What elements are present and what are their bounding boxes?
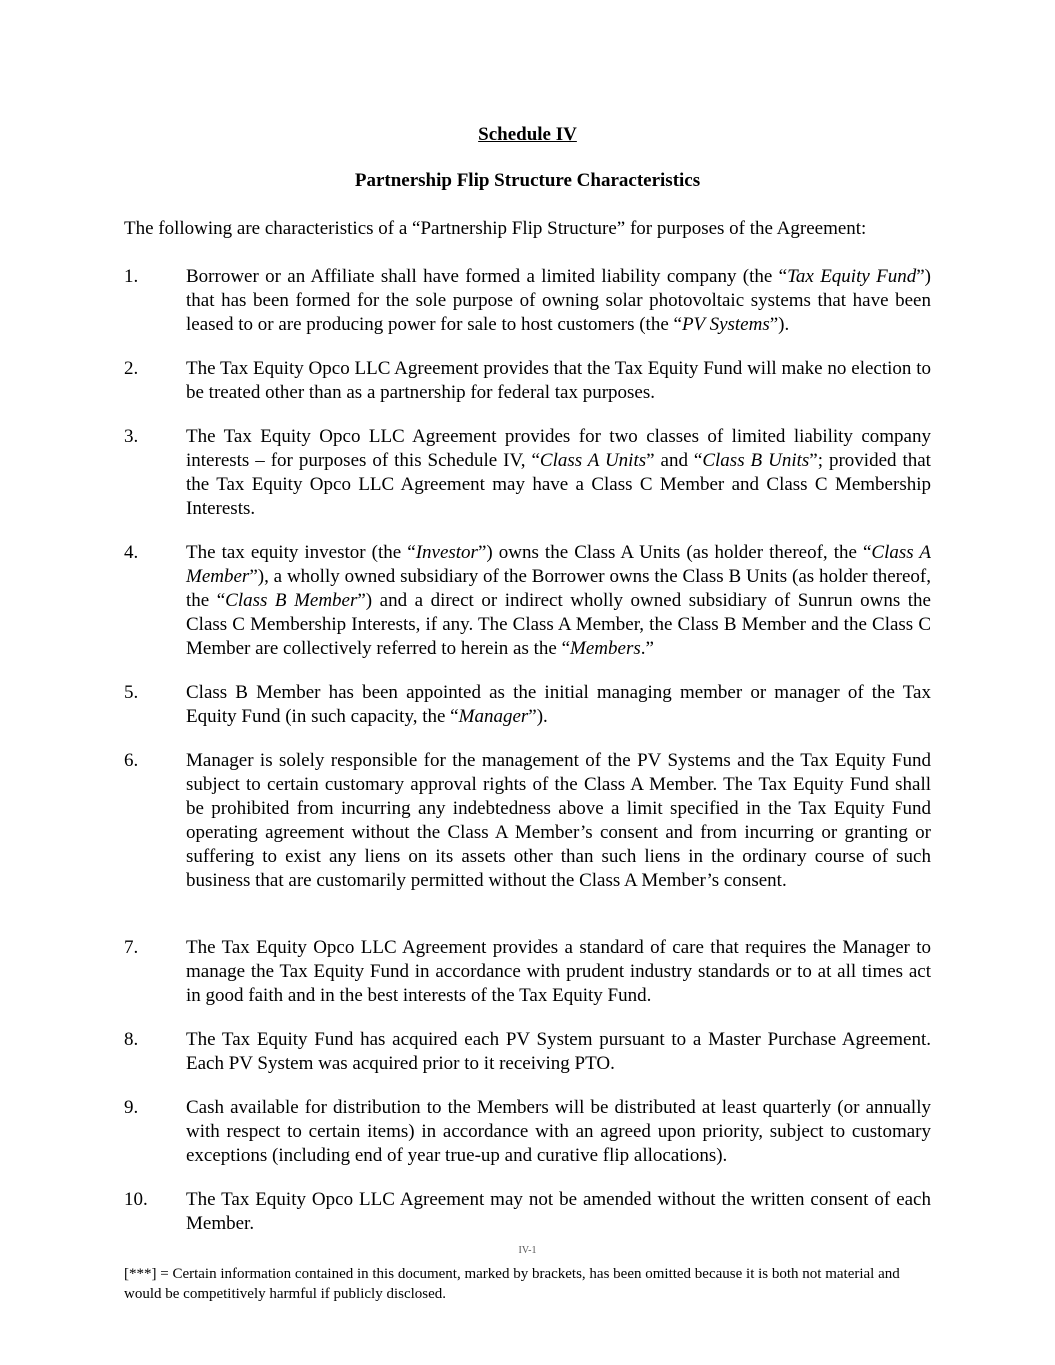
item-text: The Tax Equity Opco LLC Agreement provides that the Tax Equity Fund will make no election to be treated other than as a partnership for federal tax purposes. — [186, 358, 931, 403]
defined-term: Class A Units — [539, 450, 647, 471]
list-item-2 — [124, 357, 931, 405]
defined-term: Investor — [415, 542, 478, 563]
defined-term: Class A Member — [186, 542, 931, 587]
defined-term: Class B Units — [702, 450, 810, 471]
list-item-4 — [124, 541, 931, 661]
item-number: 4. — [124, 542, 139, 563]
item-number: 3. — [124, 426, 139, 447]
item-number: 9. — [124, 1097, 139, 1118]
list-item-3 — [124, 425, 931, 521]
item-number: 7. — [124, 937, 139, 958]
list-item-6 — [124, 749, 931, 893]
list-item-8 — [124, 1028, 931, 1076]
list-item-7 — [124, 936, 931, 1008]
item-text: The tax equity investor (the “Investor”) owns the Class A Units (as holder thereof, the “Class A Member”), a wholly owned subsidiary of the Borrower owns the Class B Units (as holder thereof, the “Class B Member”) and a direct or indirect wholly owned subsidiary of Sunrun owns the Class C Membership Interests, if any. The Class A Member, the Class B Member and the Class C Member are collectively referred to herein as the “Members.” — [186, 542, 931, 659]
item-number: 10. — [124, 1189, 148, 1210]
schedule-subtitle: Partnership Flip Structure Characteristics — [354, 170, 701, 191]
defined-term: Class B Member — [225, 590, 358, 611]
item-number: 5. — [124, 682, 139, 703]
list-item-5 — [124, 681, 931, 729]
item-number: 8. — [124, 1029, 139, 1050]
item-text: Borrower or an Affiliate shall have formed a limited liability company (the “Tax Equity Fund”) that has been formed for the sole purpose of owning solar photovoltaic systems that have been leased to or are producing power for sale to host customers (the “PV Systems”). — [186, 266, 931, 335]
defined-term: PV Systems — [681, 314, 770, 335]
item-number: 6. — [124, 750, 139, 771]
defined-term: Members — [570, 638, 641, 659]
item-text: The Tax Equity Opco LLC Agreement may not be amended without the written consent of each Member. — [186, 1189, 931, 1234]
defined-term: Tax Equity Fund — [787, 266, 917, 287]
list-item-10 — [124, 1188, 931, 1236]
item-text: The Tax Equity Opco LLC Agreement provides for two classes of limited liability company interests – for purposes of this Schedule IV, “Class A Units” and “Class B Units”; provided that the Tax Equity Opco LLC Agreement may have a Class C Member and Class C Membership Interests. — [186, 426, 931, 519]
item-text: The Tax Equity Fund has acquired each PV System pursuant to a Master Purchase Agreement. Each PV System was acquired prior to it receiving PTO. — [186, 1029, 931, 1074]
item-number: 1. — [124, 266, 139, 287]
item-text: Manager is solely responsible for the management of the PV Systems and the Tax Equity Fund subject to certain customary approval rights of the Class A Member. The Tax Equity Fund shall be prohibited from incurring any indebtedness above a limit specified in the Tax Equity Fund operating agreement without the Class A Member’s consent and from incurring or granting or suffering to exist any liens on its assets other than such liens in the ordinary course of such business that are customarily permitted without the Class A Member’s consent. — [186, 750, 931, 891]
item-text: The Tax Equity Opco LLC Agreement provides a standard of care that requires the Manager to manage the Tax Equity Fund in accordance with prudent industry standards or to at all times act in good faith and in the best interests of the Tax Equity Fund. — [186, 937, 931, 1006]
list-item-9 — [124, 1096, 931, 1168]
schedule-title: Schedule IV — [478, 124, 577, 145]
footnote: [***] = Certain information contained in this document, marked by brackets, has been omitted because it is both not material and would be competitively harmful if publicly disclosed. — [124, 1266, 900, 1302]
list-item-1 — [124, 265, 931, 337]
defined-term: Manager — [458, 706, 529, 727]
item-text: Class B Member has been appointed as the initial managing member or manager of the Tax Equity Fund (in such capacity, the “Manager”). — [186, 682, 931, 727]
item-number: 2. — [124, 358, 139, 379]
item-text: Cash available for distribution to the Members will be distributed at least quarterly (or annually with respect to certain items) in accordance with an agreed upon priority, subject to customary exceptions (including end of year true-up and curative flip allocations). — [186, 1097, 931, 1166]
page-number: IV-1 — [518, 1245, 537, 1253]
intro-paragraph: The following are characteristics of a “Partnership Flip Structure” for purposes of the Agreement: — [124, 218, 867, 239]
